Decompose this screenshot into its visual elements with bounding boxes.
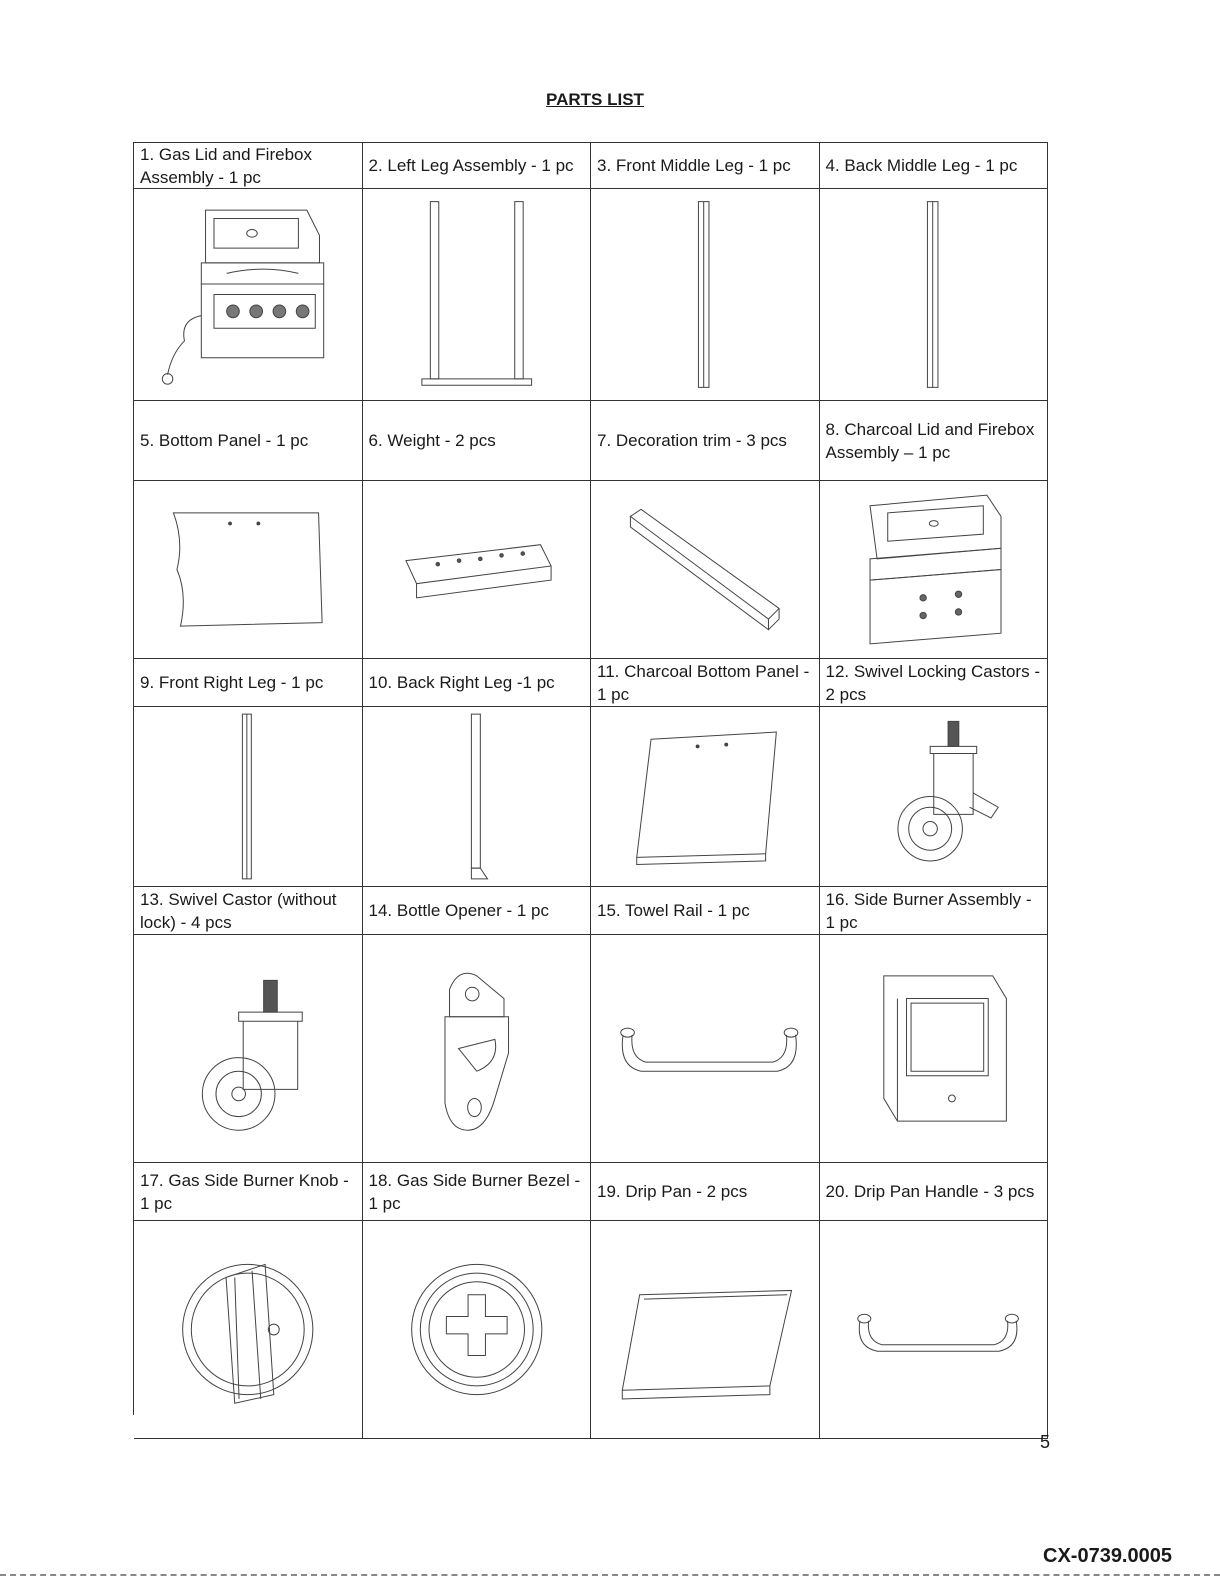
bezel-icon [363, 1221, 592, 1439]
part-label-8: 8. Charcoal Lid and Firebox Assembly – 1 pc [820, 401, 1049, 481]
part-label-2: 2. Left Leg Assembly - 1 pc [363, 143, 592, 189]
part-label-10: 10. Back Right Leg -1 pc [363, 659, 592, 707]
gas-grill-icon [134, 189, 363, 401]
page-number: 5 [1040, 1432, 1051, 1452]
side-burner-icon [820, 935, 1049, 1163]
leg-icon [591, 189, 820, 401]
part-label-5: 5. Bottom Panel - 1 pc [134, 401, 363, 481]
part-label-13: 13. Swivel Castor (without lock) - 4 pcs [134, 887, 363, 935]
part-label-17: 17. Gas Side Burner Knob - 1 pc [134, 1163, 363, 1221]
parts-table [133, 142, 1048, 1415]
castor-icon [134, 935, 363, 1163]
part-label-16: 16. Side Burner Assembly - 1 pc [820, 887, 1049, 935]
part-label-9: 9. Front Right Leg - 1 pc [134, 659, 363, 707]
trim-icon [591, 481, 820, 659]
leg-icon [820, 189, 1049, 401]
locking-castor-icon [820, 707, 1049, 887]
part-label-20: 20. Drip Pan Handle - 3 pcs [820, 1163, 1049, 1221]
bottom-rule [0, 1574, 1220, 1576]
part-label-4: 4. Back Middle Leg - 1 pc [820, 143, 1049, 189]
drip-pan-icon [591, 1221, 820, 1439]
part-label-6: 6. Weight - 2 pcs [363, 401, 592, 481]
panel-icon [134, 481, 363, 659]
panel-icon [591, 707, 820, 887]
part-label-14: 14. Bottle Opener - 1 pc [363, 887, 592, 935]
leg-icon [134, 707, 363, 887]
part-label-19: 19. Drip Pan - 2 pcs [591, 1163, 820, 1221]
bottle-opener-icon [363, 935, 592, 1163]
part-label-12: 12. Swivel Locking Castors - 2 pcs [820, 659, 1049, 707]
part-label-3: 3. Front Middle Leg - 1 pc [591, 143, 820, 189]
weight-icon [363, 481, 592, 659]
part-label-7: 7. Decoration trim - 3 pcs [591, 401, 820, 481]
leg-icon [363, 707, 592, 887]
leg-assembly-icon [363, 189, 592, 401]
part-label-18: 18. Gas Side Burner Bezel - 1 pc [363, 1163, 592, 1221]
knob-icon [134, 1221, 363, 1439]
rail-icon [591, 935, 820, 1163]
handle-icon [820, 1221, 1049, 1439]
page-title: PARTS LIST [546, 90, 644, 109]
charcoal-grill-icon [820, 481, 1049, 659]
document-id: CX-0739.0005 [1043, 1545, 1172, 1567]
part-label-15: 15. Towel Rail - 1 pc [591, 887, 820, 935]
part-label-1: 1. Gas Lid and Firebox Assembly - 1 pc [134, 143, 363, 189]
part-label-11: 11. Charcoal Bottom Panel - 1 pc [591, 659, 820, 707]
